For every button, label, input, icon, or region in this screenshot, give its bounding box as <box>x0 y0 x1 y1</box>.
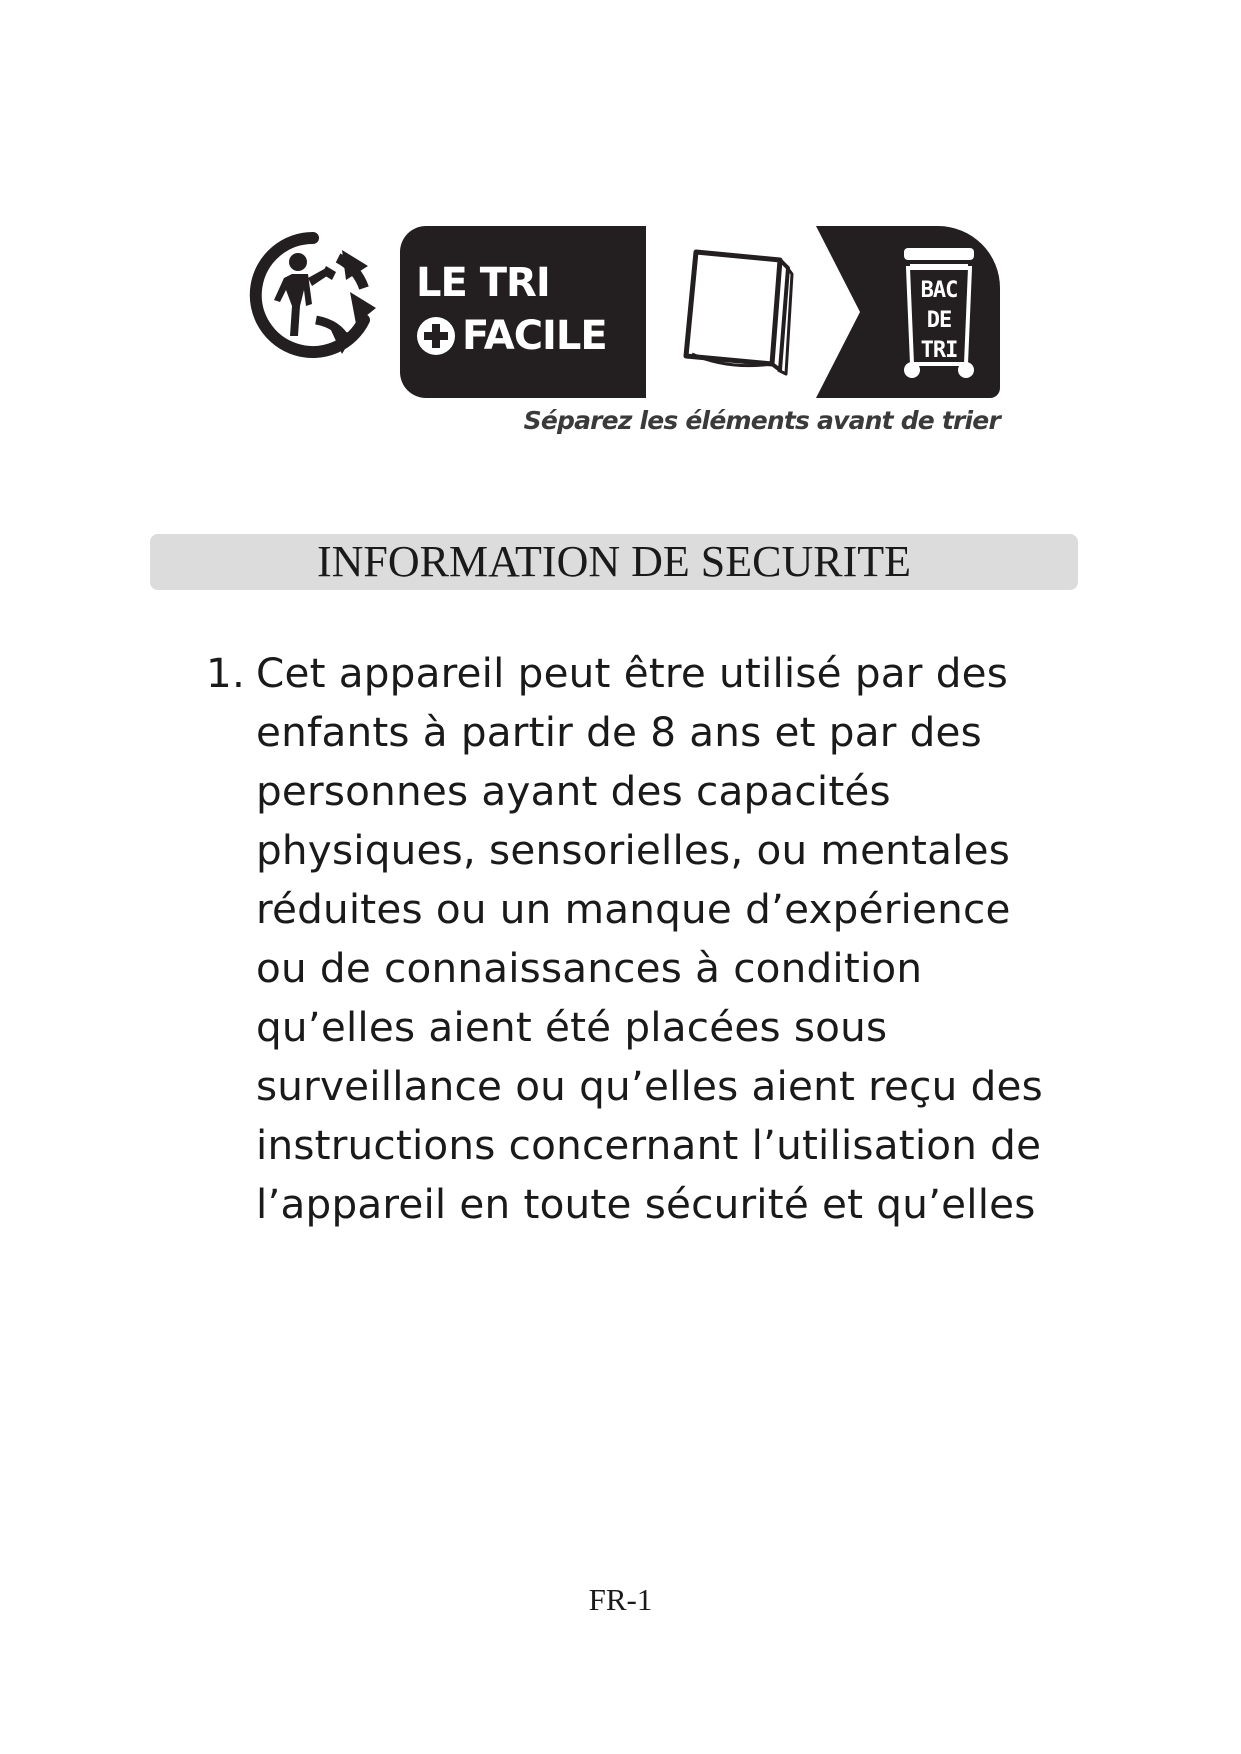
bin-label-line: BAC <box>920 278 958 303</box>
text-line: surveillance ou qu’elles aient reçu des <box>256 1062 1043 1110</box>
text-line: réduites ou un manque d’expérience <box>256 885 1011 933</box>
paper-icon <box>668 246 798 376</box>
text-line: personnes ayant des capacités <box>256 767 891 815</box>
text-line: enfants à partir de 8 ans et par des <box>256 708 982 756</box>
tri-facile-banner <box>400 226 1000 398</box>
text-line: instructions concernant l’utilisation de <box>256 1121 1042 1169</box>
plus-icon <box>416 316 456 356</box>
bin-label <box>900 276 978 366</box>
logo-caption: Séparez les éléments avant de trier <box>523 406 1000 435</box>
safety-list <box>206 644 1106 1234</box>
text-line: ou de connaissances à condition <box>256 944 923 992</box>
text-line: physiques, sensorielles, ou mentales <box>256 826 1011 874</box>
triman-icon <box>246 228 380 362</box>
bin-label-line: DE <box>926 308 952 333</box>
text-line: Cet appareil peut être utilisé par des <box>256 649 1009 697</box>
bin-label-line: TRI <box>920 338 958 363</box>
banner-line-facile: FACILE <box>462 313 607 359</box>
banner-line-le-tri: LE TRI <box>416 260 550 306</box>
text-line: qu’elles aient été placées sous <box>256 1003 888 1051</box>
section-heading: INFORMATION DE SECURITE <box>150 534 1078 590</box>
list-item <box>206 644 1106 1234</box>
list-item-number: 1. <box>206 649 246 697</box>
text-line: l’appareil en toute sécurité et qu’elles <box>256 1180 1036 1228</box>
tri-facile-logo <box>246 226 1000 466</box>
page-number: FR-1 <box>588 1582 653 1617</box>
